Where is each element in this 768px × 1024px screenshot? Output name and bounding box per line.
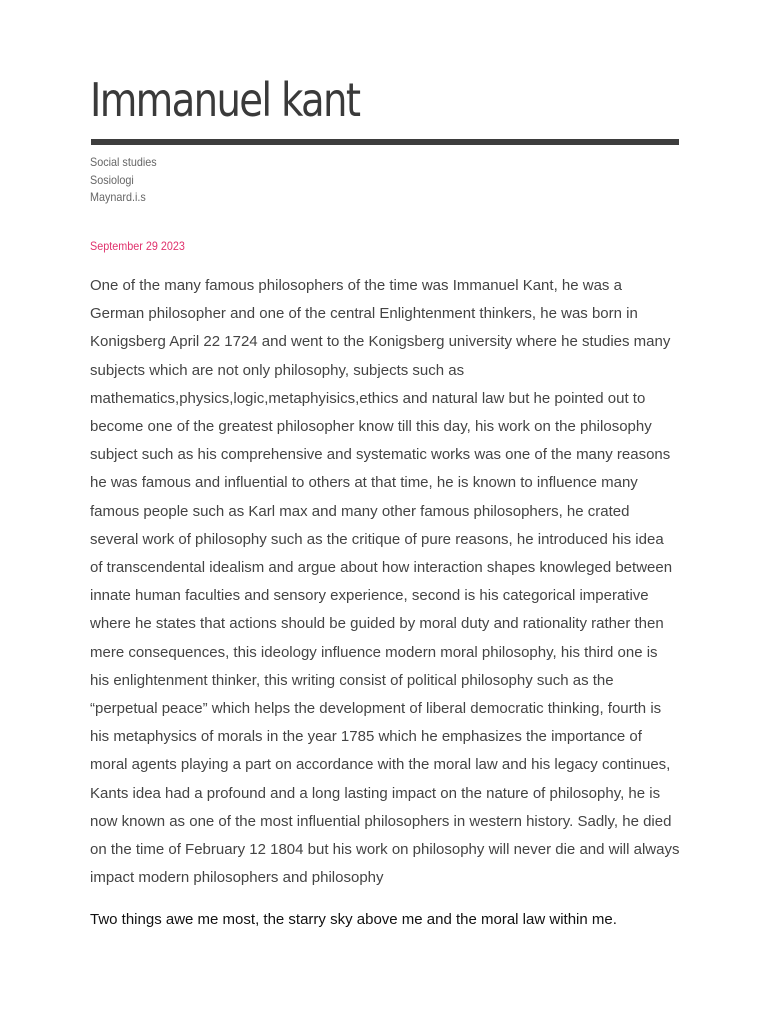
meta-category: Sosiologi bbox=[90, 172, 134, 187]
body-paragraph: One of the many famous philosophers of the time was Immanuel Kant, he was a German philosopher and one of the central Enlightenment thinkers, he was born in Konigsberg April 22 1724 and went to the Konigsberg university where he studies many subjects which are not only philosophy, subjects such as mathematics,physics,logic,metaphyisics,ethics and natural law but he pointed out to become one of the greatest philosopher know till this day, his work on the philosophy subject such as his comprehensive and systematic works was one of the many reasons he was famous and influential to others at that time, he is known to influence many famous people such as Karl max and many other famous philosophers, he crated several work of philosophy such as the critique of pure reasons, he introduced his idea of transcendental idealism and argue about how interaction shapes knowleged between innate human faculties and sensory experience, second is his categorical imperative where he states that actions should be guided by moral duty and rationality rather then mere consequences, this ideology influence modern moral philosophy, his third one is his enlightenment thinker, this writing consist of political philosophy such as the “perpetual peace” which helps the development of liberal democratic thinking, fourth is his metaphysics of morals in the year 1785 which he emphasizes the importance of moral agents playing a part on accordance with the moral law and his legacy continues, Kants idea had a profound and a long lasting impact on the nature of philosophy, he is now known as one of the most influential philosophers in western history. Sadly, he died on the time of February 12 1804 but his work on philosophy will never die and will always impact modern philosophers and philosophy bbox=[90, 277, 680, 887]
page-title: Immanuel kant bbox=[90, 73, 360, 127]
document-date: September 29 2023 bbox=[90, 239, 185, 253]
meta-subject: Social studies bbox=[90, 155, 157, 169]
title-divider bbox=[91, 139, 679, 145]
document-meta bbox=[90, 154, 157, 207]
meta-author: Maynard.i.s bbox=[90, 190, 146, 204]
closing-quote: Two things awe me most, the starry sky above me and the moral law within me. bbox=[90, 911, 617, 928]
